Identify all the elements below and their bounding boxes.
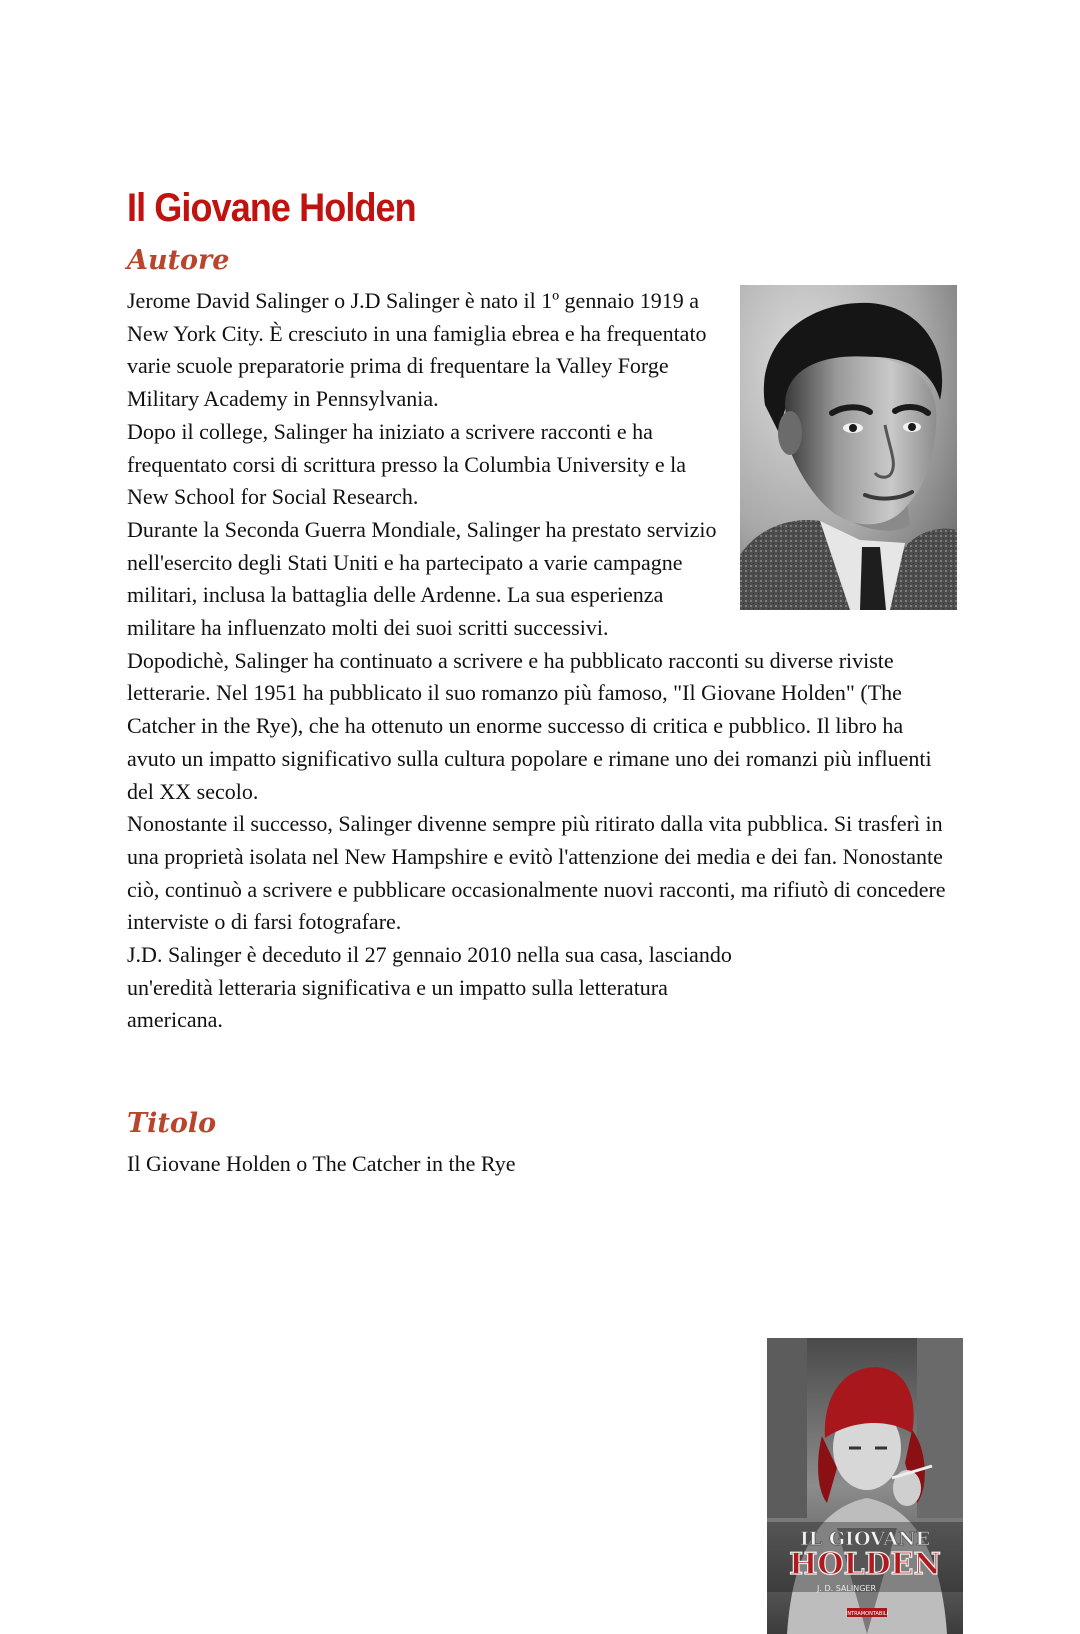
- titolo-text: Il Giovane Holden o The Catcher in the Rye: [127, 1151, 516, 1176]
- book-cover: [767, 1338, 963, 1634]
- section-heading-autore: Autore: [127, 245, 230, 276]
- cover-title-line1: IL GIOVANE: [799, 1528, 931, 1550]
- bio-paragraph: J.D. Salinger è deceduto il 27 gennaio 2010 nella sua casa, lasciando un'eredità letteraria significativa e un impatto sulla letteratura americana.: [127, 942, 732, 1033]
- bio-paragraph: Dopodichè, Salinger ha continuato a scrivere e ha pubblicato racconti su diverse riviste letterarie. Nel 1951 ha pubblicato il suo romanzo più famoso, "Il Giovane Holden" (The Catcher in the Rye), che ha ottenuto un enorme successo di critica e pubblico. Il libro ha avuto un impatto significativo sulla cultura popolare e rimane uno dei romanzi più influenti del XX secolo.: [127, 647, 932, 804]
- cover-publisher: INTRAMONTABILI: [845, 1611, 889, 1617]
- book-cover-image: [767, 1338, 963, 1634]
- bio-paragraph: Dopo il college, Salinger ha iniziato a scrivere racconti e ha frequentato corsi di scrittura presso la Columbia University e la New School for Social Research.: [127, 418, 687, 510]
- author-biography: [127, 285, 957, 1634]
- bio-paragraph: Nonostante il successo, Salinger divenne sempre più ritirato dalla vita pubblica. Si trasferì in una proprietà isolata nel New Hampshire e evitò l'attenzione dei media e dei fan. Nonostante ciò, continuò a scrivere e pubblicare occasionalmente nuovi racconti, ma rifiutò di concedere interviste o di farsi fotografare.: [127, 811, 946, 935]
- author-portrait-image: [740, 285, 957, 610]
- section-heading-titolo: Titolo: [127, 1108, 217, 1139]
- document-title: Il Giovane Holden: [127, 186, 416, 230]
- cover-author: J. D. SALINGER: [817, 1584, 877, 1593]
- author-portrait: [740, 285, 957, 610]
- bio-paragraph: Jerome David Salinger o J.D Salinger è nato il 1º gennaio 1919 a New York City. È cresciuto in una famiglia ebrea e ha frequentato varie scuole preparatorie prima di frequentare la Valley Forge Military Academy in Pennsylvania.: [127, 288, 707, 412]
- layout-spacer: [956, 618, 957, 1338]
- cover-title-line2: HOLDEN: [789, 1547, 941, 1582]
- bio-paragraph: Durante la Seconda Guerra Mondiale, Salinger ha prestato servizio nell'esercito degli Stati Uniti e ha partecipato a varie campagne militari, inclusa la battaglia delle Ardenne. La sua esperienza militare ha influenzato molti dei suoi scritti successivi.: [127, 516, 717, 641]
